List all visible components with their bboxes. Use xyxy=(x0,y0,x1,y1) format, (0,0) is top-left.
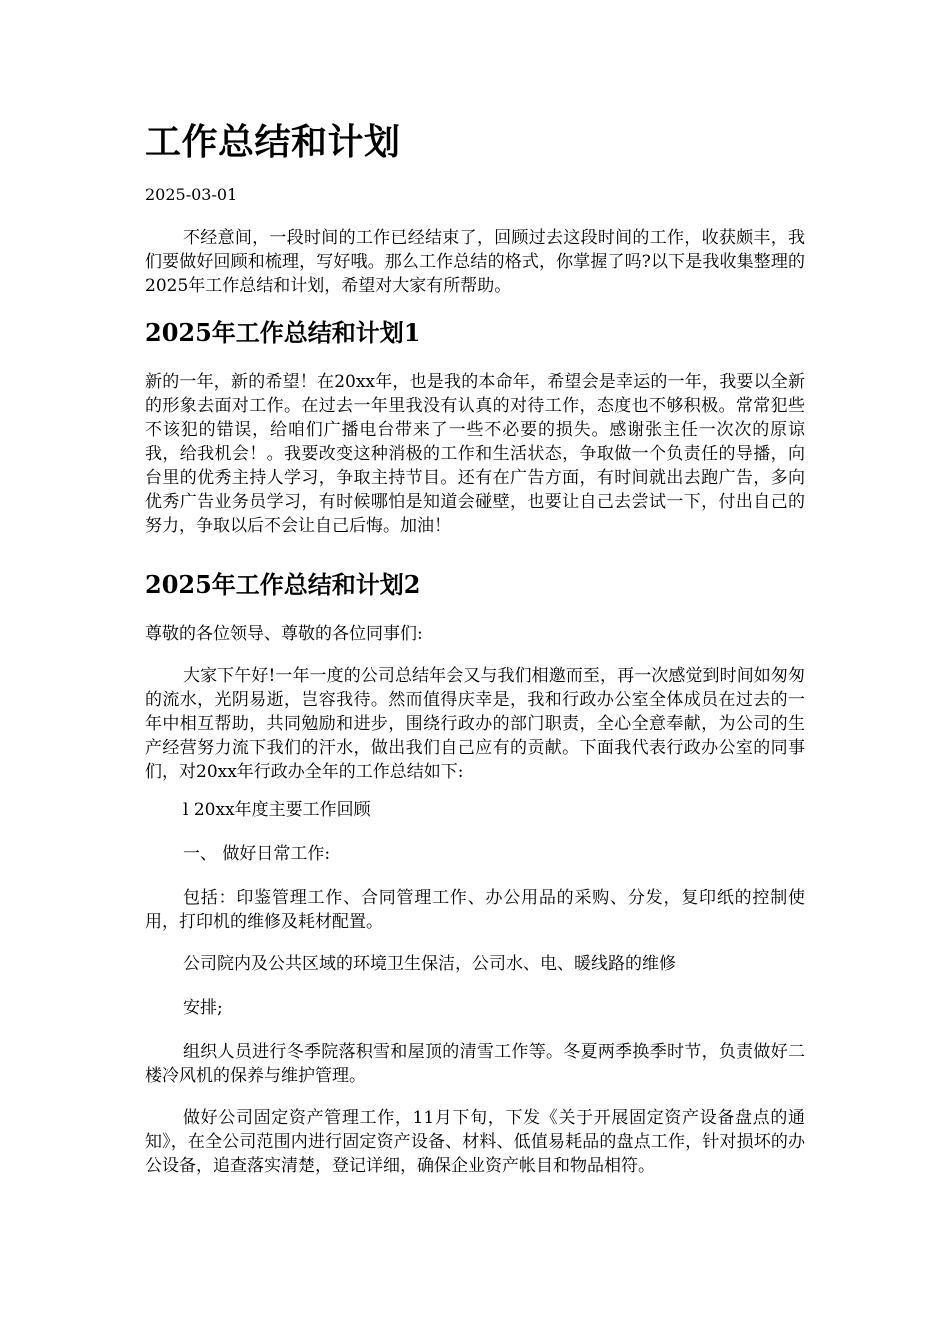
section-2-paragraph-8: 做好公司固定资产管理工作，11月下旬，下发《关于开展固定资产设备盘点的通知》，在全公司范围内进行固定资产设备、材料、低值易耗品的盘点工作，针对损坏的办公设备，追查落实清楚，登记详细，确保企业资产帐目和物品相符。 xyxy=(145,1108,805,1176)
section-2-paragraph-1: 大家下午好!一年一度的公司总结年会又与我们相邀而至，再一次感觉到时间如匆匆的流水，光阴易逝，岂容我待。然而值得庆幸是，我和行政办公室全体成员在过去的一年中相互帮助，共同勉励和进步，围绕行政办的部门职责，全心全意奉献，为公司的生产经营努力流下我们的汗水，做出我们自己应有的贡献。下面我代表行政办公室的同事们，对20xx年行政办全年的工作总结如下: xyxy=(145,666,805,782)
page-title: 工作总结和计划 xyxy=(145,121,401,163)
section-heading-1: 2025年工作总结和计划1 xyxy=(145,318,421,347)
section-2-paragraph-3: 一、 做好日常工作: xyxy=(183,844,331,864)
section-2-paragraph-2: l 20xx年度主要工作回顾 xyxy=(183,800,371,820)
section-1-body: 新的一年，新的希望！在20xx年，也是我的本命年，希望会是幸运的一年，我要以全新的形象去面对工作。在过去一年里我没有认真的对待工作，态度也不够积极。常常犯些不该犯的错误，给咱们广播电台带来了一些不必要的损失。感谢张主任一次次的原谅我，给我机会！。我要改变这种消极的工作和生活状态，争取做一个负责任的导播，向台里的优秀主持人学习，争取主持节目。还有在广告方面，有时间就出去跑广告，多向优秀广告业务员学习，有时候哪怕是知道会碰壁，也要让自己去尝试一下，付出自己的努力，争取以后不会让自己后悔。加油！ xyxy=(145,372,805,536)
section-2-paragraph-5: 公司院内及公共区域的环境卫生保洁，公司水、电、暖线路的维修 xyxy=(183,954,676,974)
section-heading-2: 2025年工作总结和计划2 xyxy=(145,570,421,599)
publish-date: 2025-03-01 xyxy=(145,185,238,204)
intro-paragraph: 不经意间，一段时间的工作已经结束了，回顾过去这段时间的工作，收获颇丰，我们要做好回顾和梳理，写好哦。那么工作总结的格式，你掌握了吗?以下是我收集整理的2025年工作总结和计划，希望对大家有所帮助。 xyxy=(145,228,805,296)
section-2-paragraph-4: 包括：印鉴管理工作、合同管理工作、办公用品的采购、分发，复印纸的控制使用，打印机的维修及耗材配置。 xyxy=(145,888,805,932)
salutation: 尊敬的各位领导、尊敬的各位同事们: xyxy=(145,624,423,644)
section-2-paragraph-7: 组织人员进行冬季院落积雪和屋顶的清雪工作等。冬夏两季换季时节，负责做好二楼冷风机的保养与维护管理。 xyxy=(145,1042,805,1086)
section-2-paragraph-6: 安排; xyxy=(183,998,223,1018)
